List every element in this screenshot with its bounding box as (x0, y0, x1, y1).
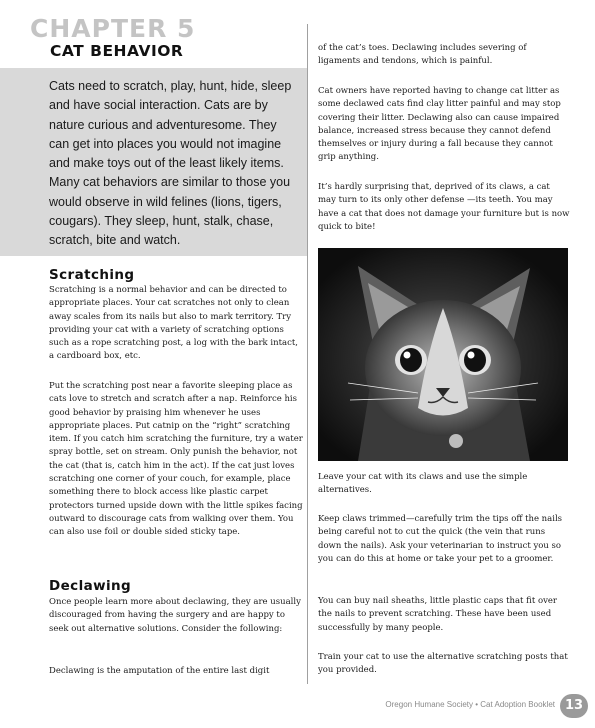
page-footer (0, 695, 595, 719)
page-title: CAT BEHAVIOR (50, 42, 184, 60)
cat-illustration (318, 248, 568, 461)
chapter-label: CHAPTER 5 (30, 14, 196, 43)
right-paragraph-7: Train your cat to use the alternative scratching posts that you provided. (318, 652, 568, 676)
right-paragraph-1: of the cat’s toes. Declawing includes severing of ligaments and tendons, which is painful. (318, 43, 527, 67)
scratching-paragraph-1: Scratching is a normal behavior and can be directed to appropriate places. Your cat scratches not only to clean away scales from its nails but also to mark territory. Try providing your cat with a variety of scratching options such as a rope scratching post, a log with the bark intact, a cardboard box, etc. (49, 285, 298, 362)
intro-text: Cats need to scratch, play, hunt, hide, sleep and have social interaction. Cats are by nature curious and adventuresome. They can get into places you would not imagine and make toys out of the least likely items. Many cat behaviors are similar to those you would observe in wild felines (lions, tigers, cougars). They sleep, hunt, stalk, chase, scratch, bite and watch. (49, 79, 292, 248)
right-paragraph-4: Leave your cat with its claws and use the simple alternatives. (318, 472, 528, 496)
column-divider (307, 24, 308, 684)
scratching-heading: Scratching (49, 267, 135, 283)
right-paragraph-2: Cat owners have reported having to change cat litter as some declawed cats find clay litter painful and may stop covering their litter. Declawing also can cause impaired balance, increased stress because they cannot defend themselves or injury during a fall because they cannot grip anything. (318, 86, 561, 163)
right-paragraph-6: You can buy nail sheaths, little plastic caps that fit over the nails to prevent scratching. These have been used successfully by many people. (318, 596, 557, 633)
page-number: 13 (560, 694, 588, 718)
declawing-heading: Declawing (49, 578, 132, 594)
cat-photo (318, 248, 568, 461)
declawing-paragraph-2: Declawing is the amputation of the entire last digit (49, 666, 270, 676)
footer-text: Oregon Humane Society • Cat Adoption Booklet (385, 700, 555, 709)
declawing-paragraph-1: Once people learn more about declawing, they are usually discouraged from having the surgery and are happy to seek out alternative solutions. Consider the following: (49, 597, 301, 634)
scratching-paragraph-2: Put the scratching post near a favorite sleeping place as cats love to stretch and scratch after a nap. Reinforce his good behavior by praising him whenever he uses appropriate places. Put catnip on the “right” scratching item. If you catch him scratching the furniture, try a water spray bottle, set on stream. Only punish the behavior, not the cat (that is, catch him in the act). If the cat just loves scratching one corner of your couch, for example, place something there to block access like plastic carpet protectors turned upside down with the little spikes facing outward to discourage cats from walking over them. You can also use foil or double sided sticky tape. (49, 381, 303, 538)
right-paragraph-3: It’s hardly surprising that, deprived of its claws, a cat may turn to its only other defense —its teeth. You may have a cat that does not damage your furniture but is now quick to bite! (318, 182, 570, 232)
right-paragraph-5: Keep claws trimmed—carefully trim the tips off the nails being careful not to cut the quick (the vein that runs down the nails). Ask your veterinarian to instruct you so you can do this at home or take your pet to a groomer. (318, 514, 563, 564)
